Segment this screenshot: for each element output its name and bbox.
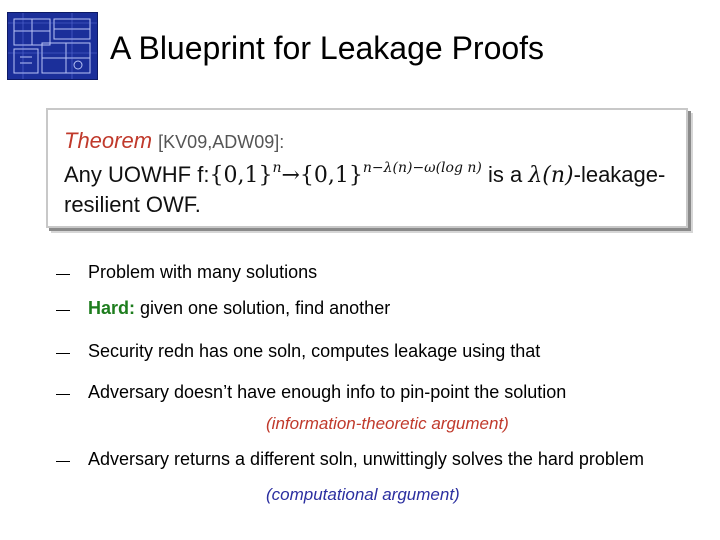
theorem-codomain: {0,1}: [299, 163, 363, 188]
theorem-domain: {0,1}: [209, 163, 273, 188]
theorem-header: [64, 128, 284, 154]
dash-bullet-icon: [56, 353, 70, 354]
theorem-suffix: -leakage-: [573, 162, 666, 187]
slide-title: A Blueprint for Leakage Proofs: [110, 30, 545, 66]
theorem-citation: [KV09,ADW09]:: [158, 132, 285, 152]
bullet-text: given one solution, find another: [135, 298, 391, 318]
bullet-text: Security redn has one soln, computes leakage using that: [88, 341, 541, 361]
bullet-item: [56, 298, 390, 319]
information-theoretic-note: (information-theoretic argument): [266, 414, 509, 433]
bullet-item: [56, 262, 317, 283]
theorem-codomain-exponent: n−λ(n)−ω(log n): [362, 160, 482, 176]
theorem-statement-line-2: resilient OWF.: [64, 192, 201, 217]
bullet-text: Adversary returns a different soln, unwittingly solves the hard problem: [88, 449, 644, 469]
dash-bullet-icon: [56, 394, 70, 395]
bullet-item: [56, 341, 540, 362]
bullet-item: [56, 382, 566, 403]
theorem-box: [46, 108, 688, 228]
theorem-statement-line-1: [64, 160, 665, 188]
blueprint-logo-icon: [7, 12, 98, 80]
dash-bullet-icon: [56, 310, 70, 311]
theorem-label: Theorem: [64, 128, 153, 153]
dash-bullet-icon: [56, 461, 70, 462]
theorem-prefix: Any UOWHF f:: [64, 162, 210, 187]
theorem-arrow: →: [281, 163, 300, 188]
hard-label: Hard:: [88, 298, 136, 318]
computational-note: (computational argument): [266, 485, 460, 504]
bullet-text: Adversary doesn’t have enough info to pin-point the solution: [88, 382, 567, 402]
bullet-text: Problem with many solutions: [88, 262, 318, 282]
bullet-item: [56, 449, 644, 470]
dash-bullet-icon: [56, 274, 70, 275]
theorem-domain-exponent: n: [272, 160, 282, 176]
theorem-lambda: λ(n): [528, 163, 574, 188]
theorem-mid: is a: [487, 162, 529, 187]
